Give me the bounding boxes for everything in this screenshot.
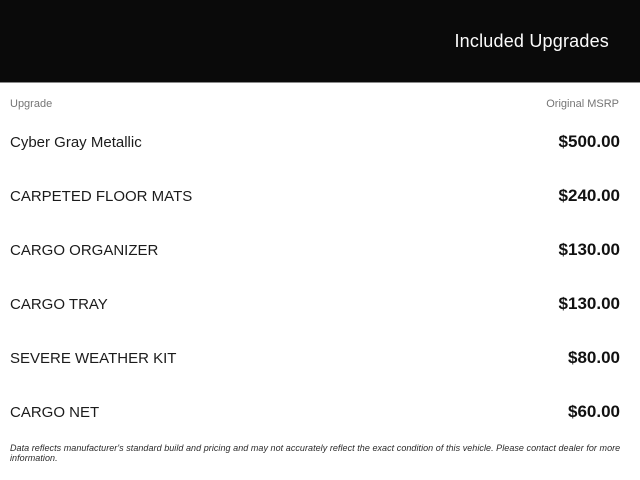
upgrade-price: $130.00 xyxy=(558,294,620,313)
upgrades-table xyxy=(0,83,640,439)
table-row xyxy=(0,169,640,223)
table-row xyxy=(0,277,640,331)
page-title: Included Upgrades xyxy=(454,30,609,51)
table-row xyxy=(0,331,640,385)
header-bar xyxy=(0,0,640,83)
column-header-upgrade: Upgrade xyxy=(10,98,53,110)
upgrade-name: CARPETED FLOOR MATS xyxy=(10,187,193,205)
table-row xyxy=(0,385,640,439)
upgrade-name: CARGO ORGANIZER xyxy=(10,241,159,259)
upgrade-price: $500.00 xyxy=(558,132,620,151)
disclaimer-text: Data reflects manufacturer's standard build and pricing and may not accurately reflect the exact condition of this vehicle. Please contact dealer for more information. xyxy=(10,443,621,463)
upgrade-name: SEVERE WEATHER KIT xyxy=(10,349,177,367)
upgrade-name: Cyber Gray Metallic xyxy=(10,133,142,151)
upgrade-price: $80.00 xyxy=(568,348,620,367)
footer xyxy=(0,443,640,463)
upgrade-price: $60.00 xyxy=(568,402,620,421)
upgrade-name: CARGO NET xyxy=(10,403,100,421)
table-row xyxy=(0,223,640,277)
upgrade-price: $130.00 xyxy=(558,240,620,259)
table-row xyxy=(0,115,640,169)
table-header-row xyxy=(0,83,640,111)
table-body xyxy=(0,115,640,439)
column-header-msrp: Original MSRP xyxy=(546,98,619,110)
upgrade-price: $240.00 xyxy=(558,186,620,205)
upgrade-name: CARGO TRAY xyxy=(10,295,108,313)
